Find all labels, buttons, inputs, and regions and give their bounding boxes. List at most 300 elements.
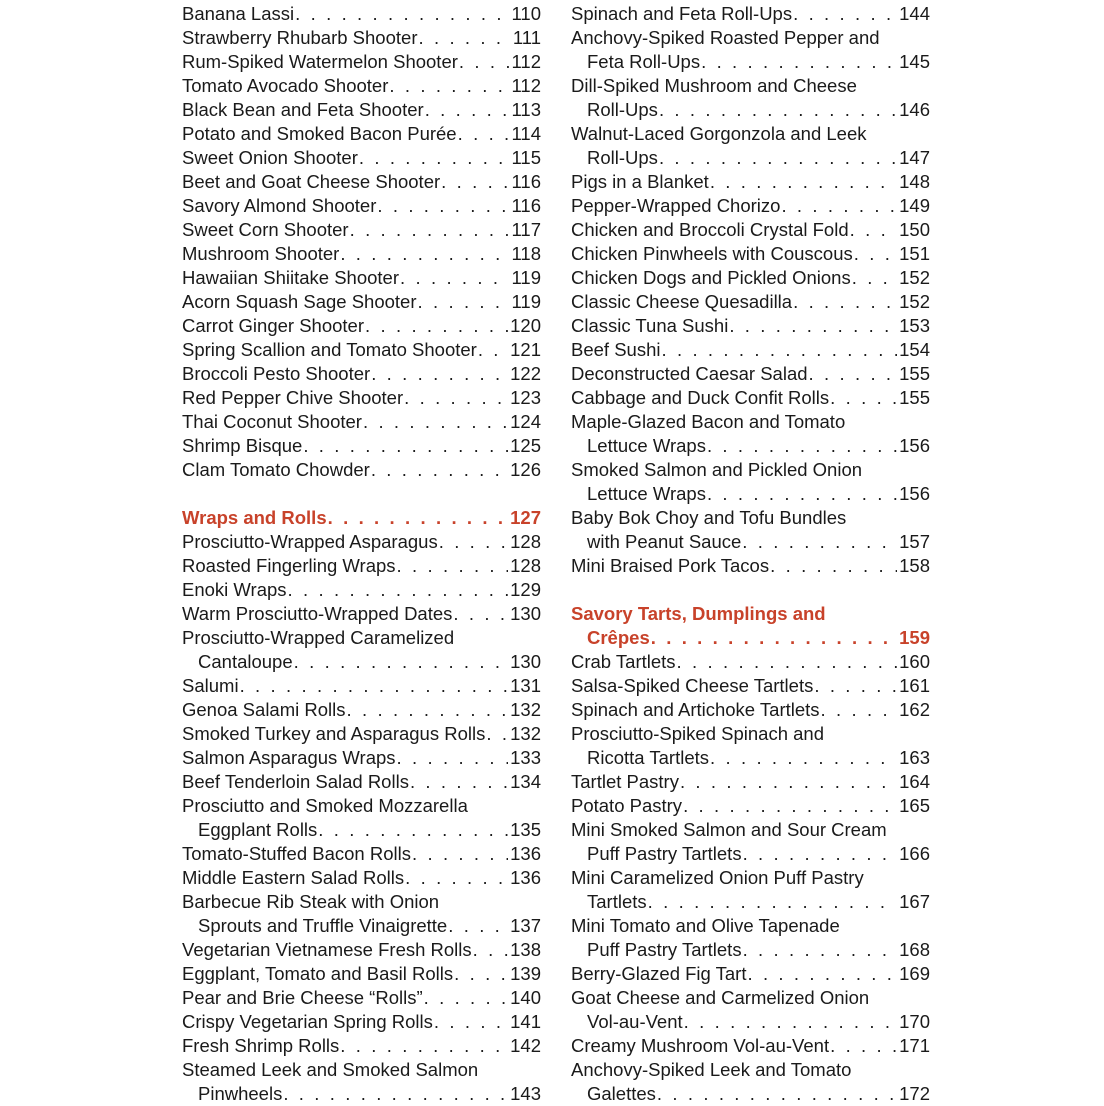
toc-page-number: 161 bbox=[899, 675, 930, 696]
dot-leader bbox=[458, 122, 510, 146]
dot-leader bbox=[793, 2, 897, 26]
toc-page-number: 156 bbox=[899, 483, 930, 504]
toc-entry bbox=[182, 362, 541, 386]
toc-page-number: 126 bbox=[510, 459, 541, 480]
dot-leader bbox=[340, 1034, 508, 1058]
toc-entry bbox=[571, 362, 930, 386]
toc-entry-title: Deconstructed Caesar Salad bbox=[571, 363, 808, 384]
toc-entry-title: Crab Tartlets bbox=[571, 651, 676, 672]
toc-entry bbox=[571, 242, 930, 266]
dot-leader bbox=[683, 794, 897, 818]
dot-leader bbox=[397, 554, 509, 578]
toc-entry-title: Chicken and Broccoli Crystal Fold bbox=[571, 219, 849, 240]
toc-page-number: 156 bbox=[899, 435, 930, 456]
toc-page-number: 114 bbox=[511, 123, 541, 144]
toc-entry bbox=[182, 602, 541, 626]
toc-entry bbox=[571, 194, 930, 218]
toc-entry-title: Potato and Smoked Bacon Purée bbox=[182, 123, 457, 144]
toc-section-heading bbox=[571, 602, 930, 650]
toc-page-number: 153 bbox=[899, 315, 930, 336]
toc-entry-title: Creamy Mushroom Vol-au-Vent bbox=[571, 1035, 830, 1056]
toc-entry bbox=[571, 962, 930, 986]
toc-page-number: 145 bbox=[899, 51, 930, 72]
toc-entry bbox=[182, 842, 541, 866]
dot-leader bbox=[424, 986, 509, 1010]
toc-page-number: 172 bbox=[899, 1083, 930, 1104]
toc-page-number: 121 bbox=[510, 339, 541, 360]
toc-entry bbox=[571, 770, 930, 794]
toc-entry-title: Vegetarian Vietnamese Fresh Rolls bbox=[182, 939, 472, 960]
toc-page-number: 139 bbox=[510, 963, 541, 984]
dot-leader bbox=[295, 2, 509, 26]
dot-leader bbox=[661, 338, 897, 362]
toc-page-number: 112 bbox=[511, 51, 541, 72]
toc-page-number: 120 bbox=[510, 315, 541, 336]
dot-leader bbox=[830, 1034, 897, 1058]
toc-page-number: 140 bbox=[510, 987, 541, 1008]
toc-entry bbox=[182, 50, 541, 74]
dot-leader bbox=[830, 386, 897, 410]
toc-page-number: 132 bbox=[510, 723, 541, 744]
toc-entry bbox=[182, 74, 541, 98]
dot-leader bbox=[850, 218, 898, 242]
toc-entry-title: Pear and Brie Cheese “Rolls” bbox=[182, 987, 423, 1008]
toc-entry-title: Maple-Glazed Bacon and Tomato bbox=[571, 411, 846, 432]
toc-entry bbox=[571, 410, 930, 458]
dot-leader bbox=[240, 674, 509, 698]
toc-entry-title: Lettuce Wraps bbox=[587, 483, 706, 504]
toc-entry-title: Sprouts and Truffle Vinaigrette bbox=[198, 915, 448, 936]
toc-entry bbox=[182, 794, 541, 842]
toc-page-number: 136 bbox=[510, 867, 541, 888]
toc-entry-title: Prosciutto-Wrapped Caramelized bbox=[182, 627, 455, 648]
toc-right-column bbox=[571, 2, 930, 1106]
toc-entry bbox=[571, 290, 930, 314]
toc-entry bbox=[571, 866, 930, 914]
dot-leader bbox=[400, 266, 510, 290]
toc-entry bbox=[571, 170, 930, 194]
toc-entry-title: Strawberry Rhubarb Shooter bbox=[182, 27, 418, 48]
dot-leader bbox=[283, 1082, 508, 1106]
dot-leader bbox=[371, 458, 508, 482]
toc-entry-title: Steamed Leek and Smoked Salmon bbox=[182, 1059, 479, 1080]
toc-entry-title: Rum-Spiked Watermelon Shooter bbox=[182, 51, 458, 72]
toc-entry bbox=[182, 890, 541, 938]
dot-leader bbox=[701, 50, 897, 74]
toc-entry bbox=[571, 722, 930, 770]
toc-entry-title: Middle Eastern Salad Rolls bbox=[182, 867, 405, 888]
toc-page-number: 137 bbox=[510, 915, 541, 936]
dot-leader bbox=[288, 578, 509, 602]
dot-leader bbox=[340, 242, 509, 266]
toc-entry bbox=[182, 2, 541, 26]
toc-entry bbox=[571, 2, 930, 26]
dot-leader bbox=[707, 434, 897, 458]
toc-entry-title: Spring Scallion and Tomato Shooter bbox=[182, 339, 477, 360]
dot-leader bbox=[707, 482, 897, 506]
toc-entry-title: Chicken Pinwheels with Couscous bbox=[571, 243, 853, 264]
toc-page-number: 116 bbox=[511, 171, 541, 192]
toc-entry-title: Tomato-Stuffed Bacon Rolls bbox=[182, 843, 411, 864]
dot-leader bbox=[294, 650, 508, 674]
toc-entry bbox=[182, 1058, 541, 1106]
toc-entry bbox=[182, 338, 541, 362]
toc-entry bbox=[571, 698, 930, 722]
dot-leader bbox=[770, 554, 897, 578]
toc-entry bbox=[571, 986, 930, 1034]
toc-page-number: 132 bbox=[510, 699, 541, 720]
dot-leader bbox=[821, 698, 898, 722]
toc-entry bbox=[571, 266, 930, 290]
dot-leader bbox=[389, 74, 509, 98]
toc-entry-title: Anchovy-Spiked Leek and Tomato bbox=[571, 1059, 852, 1080]
toc-page-number: 141 bbox=[510, 1011, 541, 1032]
toc-page-number: 142 bbox=[510, 1035, 541, 1056]
toc-entry-title: Anchovy-Spiked Roasted Pepper and bbox=[571, 27, 880, 48]
toc-entry-title: Carrot Ginger Shooter bbox=[182, 315, 365, 336]
toc-entry bbox=[571, 914, 930, 962]
toc-page-number: 135 bbox=[510, 819, 541, 840]
toc-entry bbox=[182, 218, 541, 242]
toc-page-number: 124 bbox=[510, 411, 541, 432]
toc-page-number: 165 bbox=[899, 795, 930, 816]
toc-entry-title: Sweet Corn Shooter bbox=[182, 219, 349, 240]
toc-entry-title: Salumi bbox=[182, 675, 239, 696]
toc-entry bbox=[182, 554, 541, 578]
dot-leader bbox=[473, 938, 508, 962]
toc-entry-title: Pigs in a Blanket bbox=[571, 171, 709, 192]
toc-entry bbox=[182, 698, 541, 722]
toc-page-number: 159 bbox=[899, 627, 930, 648]
dot-leader bbox=[412, 842, 508, 866]
dot-leader bbox=[659, 98, 897, 122]
dot-leader bbox=[743, 938, 898, 962]
toc-page-number: 164 bbox=[899, 771, 930, 792]
toc-entry bbox=[182, 866, 541, 890]
toc-entry bbox=[182, 386, 541, 410]
toc-page-number: 136 bbox=[510, 843, 541, 864]
toc-page-number: 151 bbox=[899, 243, 930, 264]
dot-leader bbox=[425, 98, 510, 122]
toc-entry-title: Roll-Ups bbox=[587, 147, 658, 168]
toc-page-number: 167 bbox=[899, 891, 930, 912]
toc-entry-title: Feta Roll-Ups bbox=[587, 51, 701, 72]
toc-page-number: 119 bbox=[511, 267, 541, 288]
toc-page-number: 128 bbox=[510, 531, 541, 552]
toc-entry bbox=[571, 122, 930, 170]
toc-page-number: 122 bbox=[510, 363, 541, 384]
toc-page-number: 117 bbox=[511, 219, 541, 240]
toc-page-number: 130 bbox=[510, 603, 541, 624]
toc-entry bbox=[571, 218, 930, 242]
toc-entry-title: Sweet Onion Shooter bbox=[182, 147, 358, 168]
toc-entry-title: Thai Coconut Shooter bbox=[182, 411, 362, 432]
dot-leader bbox=[680, 770, 897, 794]
toc-entry-title: Vol-au-Vent bbox=[587, 1011, 683, 1032]
toc-entry-title: Fresh Shrimp Rolls bbox=[182, 1035, 340, 1056]
dot-leader bbox=[434, 1010, 508, 1034]
toc-entry-title: Lettuce Wraps bbox=[587, 435, 706, 456]
dot-leader bbox=[747, 962, 897, 986]
toc-page-number: 169 bbox=[899, 963, 930, 984]
toc-page-number: 152 bbox=[899, 267, 930, 288]
dot-leader bbox=[410, 770, 508, 794]
toc-entry-title: Goat Cheese and Carmelized Onion bbox=[571, 987, 870, 1008]
dot-leader bbox=[441, 170, 509, 194]
toc-entry-title: Warm Prosciutto-Wrapped Dates bbox=[182, 603, 453, 624]
dot-leader bbox=[478, 338, 508, 362]
toc-entry-title: Eggplant, Tomato and Basil Rolls bbox=[182, 963, 454, 984]
toc-entry-title: Black Bean and Feta Shooter bbox=[182, 99, 424, 120]
dot-leader bbox=[405, 866, 508, 890]
toc-page-number: 119 bbox=[511, 291, 541, 312]
dot-leader bbox=[328, 506, 509, 530]
toc-page-number: 154 bbox=[899, 339, 930, 360]
toc-entry-title: Shrimp Bisque bbox=[182, 435, 303, 456]
toc-entry bbox=[182, 242, 541, 266]
toc-entry bbox=[182, 770, 541, 794]
toc-page-number: 162 bbox=[899, 699, 930, 720]
toc-entry-title: Classic Tuna Sushi bbox=[571, 315, 729, 336]
toc-page-number: 147 bbox=[899, 147, 930, 168]
dot-leader bbox=[318, 818, 508, 842]
toc-page-number: 116 bbox=[511, 195, 541, 216]
toc-entry bbox=[182, 986, 541, 1010]
toc-entry-title: Tartlet Pastry bbox=[571, 771, 679, 792]
toc-entry bbox=[182, 578, 541, 602]
toc-entry-title: Enoki Wraps bbox=[182, 579, 287, 600]
dot-leader bbox=[365, 314, 508, 338]
toc-entry bbox=[571, 818, 930, 866]
toc-page-number: 112 bbox=[511, 75, 541, 96]
toc-entry bbox=[182, 122, 541, 146]
toc-entry-title: Mini Caramelized Onion Puff Pastry bbox=[571, 867, 864, 888]
toc-page-number: 123 bbox=[510, 387, 541, 408]
toc-page-number: 127 bbox=[510, 507, 541, 528]
toc-entry-title: Genoa Salami Rolls bbox=[182, 699, 346, 720]
toc-page-number: 111 bbox=[512, 27, 541, 48]
toc-entry-title: Acorn Squash Sage Shooter bbox=[182, 291, 417, 312]
toc-entry-title: Walnut-Laced Gorgonzola and Leek bbox=[571, 123, 867, 144]
toc-entry-title: Crispy Vegetarian Spring Rolls bbox=[182, 1011, 433, 1032]
dot-leader bbox=[359, 146, 510, 170]
dot-leader bbox=[454, 962, 508, 986]
dot-leader bbox=[742, 530, 897, 554]
toc-entry-title: Baby Bok Choy and Tofu Bundles bbox=[571, 507, 847, 528]
toc-entry-title: Prosciutto-Wrapped Asparagus bbox=[182, 531, 438, 552]
toc-entry bbox=[571, 794, 930, 818]
section-spacer bbox=[182, 482, 541, 506]
toc-entry-title: Roasted Fingerling Wraps bbox=[182, 555, 396, 576]
toc-page-number: 138 bbox=[510, 939, 541, 960]
toc-page-number: 158 bbox=[899, 555, 930, 576]
toc-entry bbox=[571, 458, 930, 506]
toc-page-number: 143 bbox=[510, 1083, 541, 1104]
toc-page-number: 166 bbox=[899, 843, 930, 864]
toc-entry bbox=[182, 938, 541, 962]
toc-entry-title: Mini Smoked Salmon and Sour Cream bbox=[571, 819, 887, 840]
toc-entry-title: Barbecue Rib Steak with Onion bbox=[182, 891, 440, 912]
toc-entry-title: Mini Tomato and Olive Tapenade bbox=[571, 915, 840, 936]
toc-entry bbox=[182, 1034, 541, 1058]
toc-entry-title: Salmon Asparagus Wraps bbox=[182, 747, 396, 768]
toc-entry-title: Dill-Spiked Mushroom and Cheese bbox=[571, 75, 857, 96]
toc-entry bbox=[182, 290, 541, 314]
toc-entry-title: Puff Pastry Tartlets bbox=[587, 843, 742, 864]
toc-entry bbox=[182, 146, 541, 170]
dot-leader bbox=[439, 530, 508, 554]
dot-leader bbox=[793, 290, 897, 314]
toc-entry bbox=[182, 722, 541, 746]
dot-leader bbox=[371, 362, 508, 386]
toc-page-number: 168 bbox=[899, 939, 930, 960]
toc-entry-title: Roll-Ups bbox=[587, 99, 658, 120]
toc-entry bbox=[182, 458, 541, 482]
dot-leader bbox=[363, 410, 508, 434]
toc-page-number: 115 bbox=[511, 147, 541, 168]
toc-entry bbox=[182, 98, 541, 122]
dot-leader bbox=[350, 218, 510, 242]
toc-page-number: 110 bbox=[511, 3, 541, 24]
dot-leader bbox=[657, 1082, 897, 1106]
toc-entry bbox=[571, 1034, 930, 1058]
toc-page-number: 113 bbox=[511, 99, 541, 120]
dot-leader bbox=[852, 266, 897, 290]
toc-left-column bbox=[182, 2, 541, 1106]
dot-leader bbox=[648, 890, 897, 914]
dot-leader bbox=[459, 50, 510, 74]
toc-entry-title: Crêpes bbox=[587, 627, 650, 648]
toc-entry-title: Mini Braised Pork Tacos bbox=[571, 555, 770, 576]
toc-entry-title: Cabbage and Duck Confit Rolls bbox=[571, 387, 830, 408]
dot-leader bbox=[781, 194, 897, 218]
dot-leader bbox=[710, 746, 897, 770]
toc-entry bbox=[571, 338, 930, 362]
toc-page-number: 152 bbox=[899, 291, 930, 312]
toc-entry-title: Spinach and Artichoke Tartlets bbox=[571, 699, 820, 720]
toc-entry-title: Mushroom Shooter bbox=[182, 243, 340, 264]
dot-leader bbox=[486, 722, 508, 746]
toc-entry bbox=[182, 626, 541, 674]
dot-leader bbox=[397, 746, 509, 770]
toc-page-number: 150 bbox=[899, 219, 930, 240]
toc-entry-title: Prosciutto and Smoked Mozzarella bbox=[182, 795, 468, 816]
toc-entry-title: Eggplant Rolls bbox=[198, 819, 318, 840]
dot-leader bbox=[651, 626, 897, 650]
toc-entry bbox=[571, 26, 930, 74]
toc-entry bbox=[182, 194, 541, 218]
toc-entry-title: Banana Lassi bbox=[182, 3, 295, 24]
dot-leader bbox=[677, 650, 898, 674]
toc-entry-title: Hawaiian Shiitake Shooter bbox=[182, 267, 399, 288]
toc-entry bbox=[571, 74, 930, 122]
toc-page-number: 163 bbox=[899, 747, 930, 768]
dot-leader bbox=[448, 914, 508, 938]
toc-entry-title: Spinach and Feta Roll-Ups bbox=[571, 3, 793, 24]
toc-entry-title: Puff Pastry Tartlets bbox=[587, 939, 742, 960]
toc-entry bbox=[182, 674, 541, 698]
dot-leader bbox=[684, 1010, 897, 1034]
toc-page-number: 131 bbox=[510, 675, 541, 696]
toc-entry bbox=[571, 674, 930, 698]
toc-entry-title: Beet and Goat Cheese Shooter bbox=[182, 171, 441, 192]
toc-entry bbox=[182, 170, 541, 194]
toc-page-number: 160 bbox=[899, 651, 930, 672]
dot-leader bbox=[659, 146, 897, 170]
toc-entry bbox=[182, 530, 541, 554]
toc-page-number: 148 bbox=[899, 171, 930, 192]
toc-entry bbox=[571, 314, 930, 338]
toc-page-number: 129 bbox=[510, 579, 541, 600]
dot-leader bbox=[743, 842, 898, 866]
toc-entry-title: Salsa-Spiked Cheese Tartlets bbox=[571, 675, 814, 696]
toc-page-number: 155 bbox=[899, 363, 930, 384]
toc-entry-title: Potato Pastry bbox=[571, 795, 683, 816]
toc-page-number: 130 bbox=[510, 651, 541, 672]
toc-entry-title: with Peanut Sauce bbox=[587, 531, 742, 552]
dot-leader bbox=[347, 698, 509, 722]
toc-entry-title: Ricotta Tartlets bbox=[587, 747, 710, 768]
toc-entry bbox=[571, 506, 930, 554]
toc-entry bbox=[571, 1058, 930, 1106]
toc-entry-title: Wraps and Rolls bbox=[182, 507, 327, 528]
toc-entry-title: Cantaloupe bbox=[198, 651, 293, 672]
toc-page-number: 128 bbox=[510, 555, 541, 576]
toc-entry bbox=[182, 266, 541, 290]
toc-entry-title: Pinwheels bbox=[198, 1083, 283, 1104]
section-spacer bbox=[571, 578, 930, 602]
toc-page-number: 157 bbox=[899, 531, 930, 552]
toc-entry-title: Pepper-Wrapped Chorizo bbox=[571, 195, 781, 216]
toc-page-number: 170 bbox=[899, 1011, 930, 1032]
toc-entry-title: Savory Almond Shooter bbox=[182, 195, 377, 216]
toc-entry-title: Broccoli Pesto Shooter bbox=[182, 363, 371, 384]
toc-entry-title: Prosciutto-Spiked Spinach and bbox=[571, 723, 824, 744]
toc-page-number: 133 bbox=[510, 747, 541, 768]
toc-entry-title: Smoked Turkey and Asparagus Rolls bbox=[182, 723, 486, 744]
dot-leader bbox=[814, 674, 897, 698]
toc-page-number: 171 bbox=[899, 1035, 930, 1056]
toc-page-number: 144 bbox=[899, 3, 930, 24]
toc-entry-title: Red Pepper Chive Shooter bbox=[182, 387, 404, 408]
dot-leader bbox=[404, 386, 508, 410]
toc-entry-title: Clam Tomato Chowder bbox=[182, 459, 370, 480]
toc-entry bbox=[182, 1010, 541, 1034]
toc-entry bbox=[182, 434, 541, 458]
dot-leader bbox=[418, 290, 510, 314]
dot-leader bbox=[809, 362, 898, 386]
toc-entry-title: Galettes bbox=[587, 1083, 656, 1104]
toc-page-number: 125 bbox=[510, 435, 541, 456]
toc-entry bbox=[182, 746, 541, 770]
toc-entry-title: Chicken Dogs and Pickled Onions bbox=[571, 267, 851, 288]
toc-entry-title: Tartlets bbox=[587, 891, 647, 912]
toc-entry-title: Beef Tenderloin Salad Rolls bbox=[182, 771, 409, 792]
toc-entry bbox=[571, 650, 930, 674]
dot-leader bbox=[854, 242, 897, 266]
toc-entry bbox=[182, 410, 541, 434]
toc-page-number: 149 bbox=[899, 195, 930, 216]
toc-page-number: 155 bbox=[899, 387, 930, 408]
toc-entry-title: Smoked Salmon and Pickled Onion bbox=[571, 459, 863, 480]
toc-page-number: 146 bbox=[899, 99, 930, 120]
dot-leader bbox=[377, 194, 509, 218]
toc-entry bbox=[182, 962, 541, 986]
toc-page-number: 134 bbox=[510, 771, 541, 792]
toc-entry bbox=[182, 314, 541, 338]
toc-entry bbox=[182, 26, 541, 50]
dot-leader bbox=[303, 434, 508, 458]
